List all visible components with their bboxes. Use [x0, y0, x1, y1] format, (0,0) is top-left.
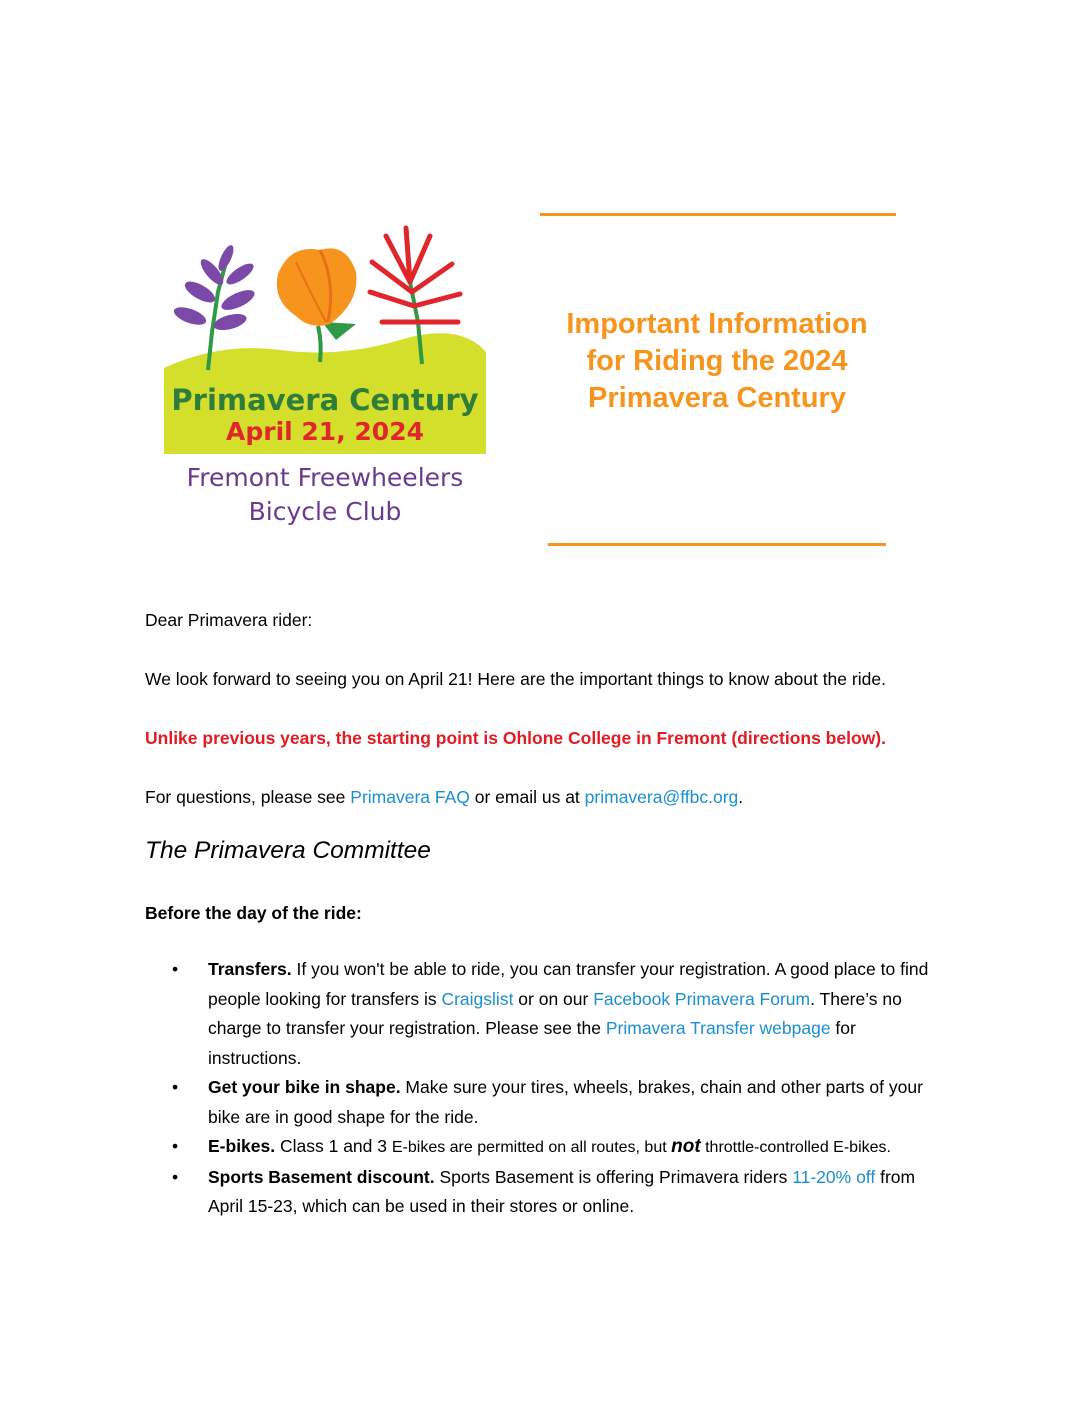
start-location-alert: Unlike previous years, the starting point is Ohlone College in Fremont (directions below).	[145, 728, 886, 748]
list-item-transfers	[172, 955, 952, 1073]
transfers-text-2: or on our	[513, 988, 594, 1009]
title-line-1: Important Information	[566, 308, 868, 340]
document-title	[540, 306, 894, 417]
sports-basement-text-1: Sports Basement is offering Primavera riders	[434, 1166, 793, 1187]
logo-artwork	[160, 222, 490, 540]
faq-link[interactable]: Primavera FAQ	[350, 787, 470, 807]
transfer-webpage-link[interactable]: Primavera Transfer webpage	[605, 1018, 831, 1038]
before-ride-list	[172, 955, 952, 1222]
title-rule-top	[540, 213, 896, 216]
logo-club-line2: Bicycle Club	[248, 497, 402, 526]
discount-link[interactable]: 11-20% off	[792, 1166, 876, 1187]
sports-basement-text-2: from April 15-23, which can be used in their stores or online.	[208, 1166, 916, 1216]
greeting: Dear Primavera rider:	[145, 610, 313, 630]
title-line-3: Primavera Century	[588, 382, 846, 414]
ebikes-label: E-bikes.	[208, 1136, 276, 1156]
questions-text-after: .	[738, 787, 744, 807]
ebikes-text-1: Class 1 and 3	[275, 1136, 392, 1156]
signature: The Primavera Committee	[145, 837, 431, 864]
transfers-text-3: . There’s no charge to transfer your registration. Please see the	[208, 988, 902, 1038]
intro-paragraph: We look forward to seeing you on April 21! Here are the important things to know about the ride.	[145, 669, 886, 689]
sports-basement-label: Sports Basement discount.	[208, 1166, 435, 1187]
list-item-bike-shape	[172, 1073, 952, 1132]
logo-club-line1: Fremont Freewheelers	[186, 463, 464, 492]
logo-date: April 21, 2024	[226, 417, 424, 446]
bike-shape-text: Make sure your tires, wheels, brakes, chain and other parts of your bike are in good shape for the ride.	[208, 1077, 923, 1127]
facebook-forum-link[interactable]: Facebook Primavera Forum	[593, 988, 811, 1009]
transfers-text-1: If you won't be able to ride, you can transfer your registration. A good place to find people looking for transfers is	[208, 959, 929, 1009]
craigslist-link[interactable]: Craigslist	[441, 988, 514, 1009]
title-rule-bottom	[548, 543, 886, 546]
questions-paragraph	[145, 786, 743, 808]
ebikes-text-3: throttle-controlled E-bikes.	[700, 1139, 891, 1156]
questions-text-middle: or email us at	[469, 787, 585, 807]
ebikes-emphasis: not	[671, 1136, 701, 1157]
transfers-label: Transfers.	[208, 959, 292, 979]
email-link[interactable]: primavera@ffbc.org	[584, 787, 739, 807]
list-item-sports-basement	[172, 1163, 952, 1222]
transfers-text-4: for instructions.	[208, 1018, 856, 1068]
bike-shape-label: Get your bike in shape.	[208, 1077, 401, 1097]
questions-text-before: For questions, please see	[145, 787, 351, 807]
title-line-2: for Riding the 2024	[586, 345, 848, 377]
ebikes-text-2: E-bikes are permitted on all routes, but	[391, 1139, 672, 1156]
list-item-ebikes	[172, 1132, 952, 1163]
section-heading: Before the day of the ride:	[145, 903, 362, 923]
primavera-century-logo	[160, 222, 490, 540]
logo-title: Primavera Century	[171, 383, 479, 417]
